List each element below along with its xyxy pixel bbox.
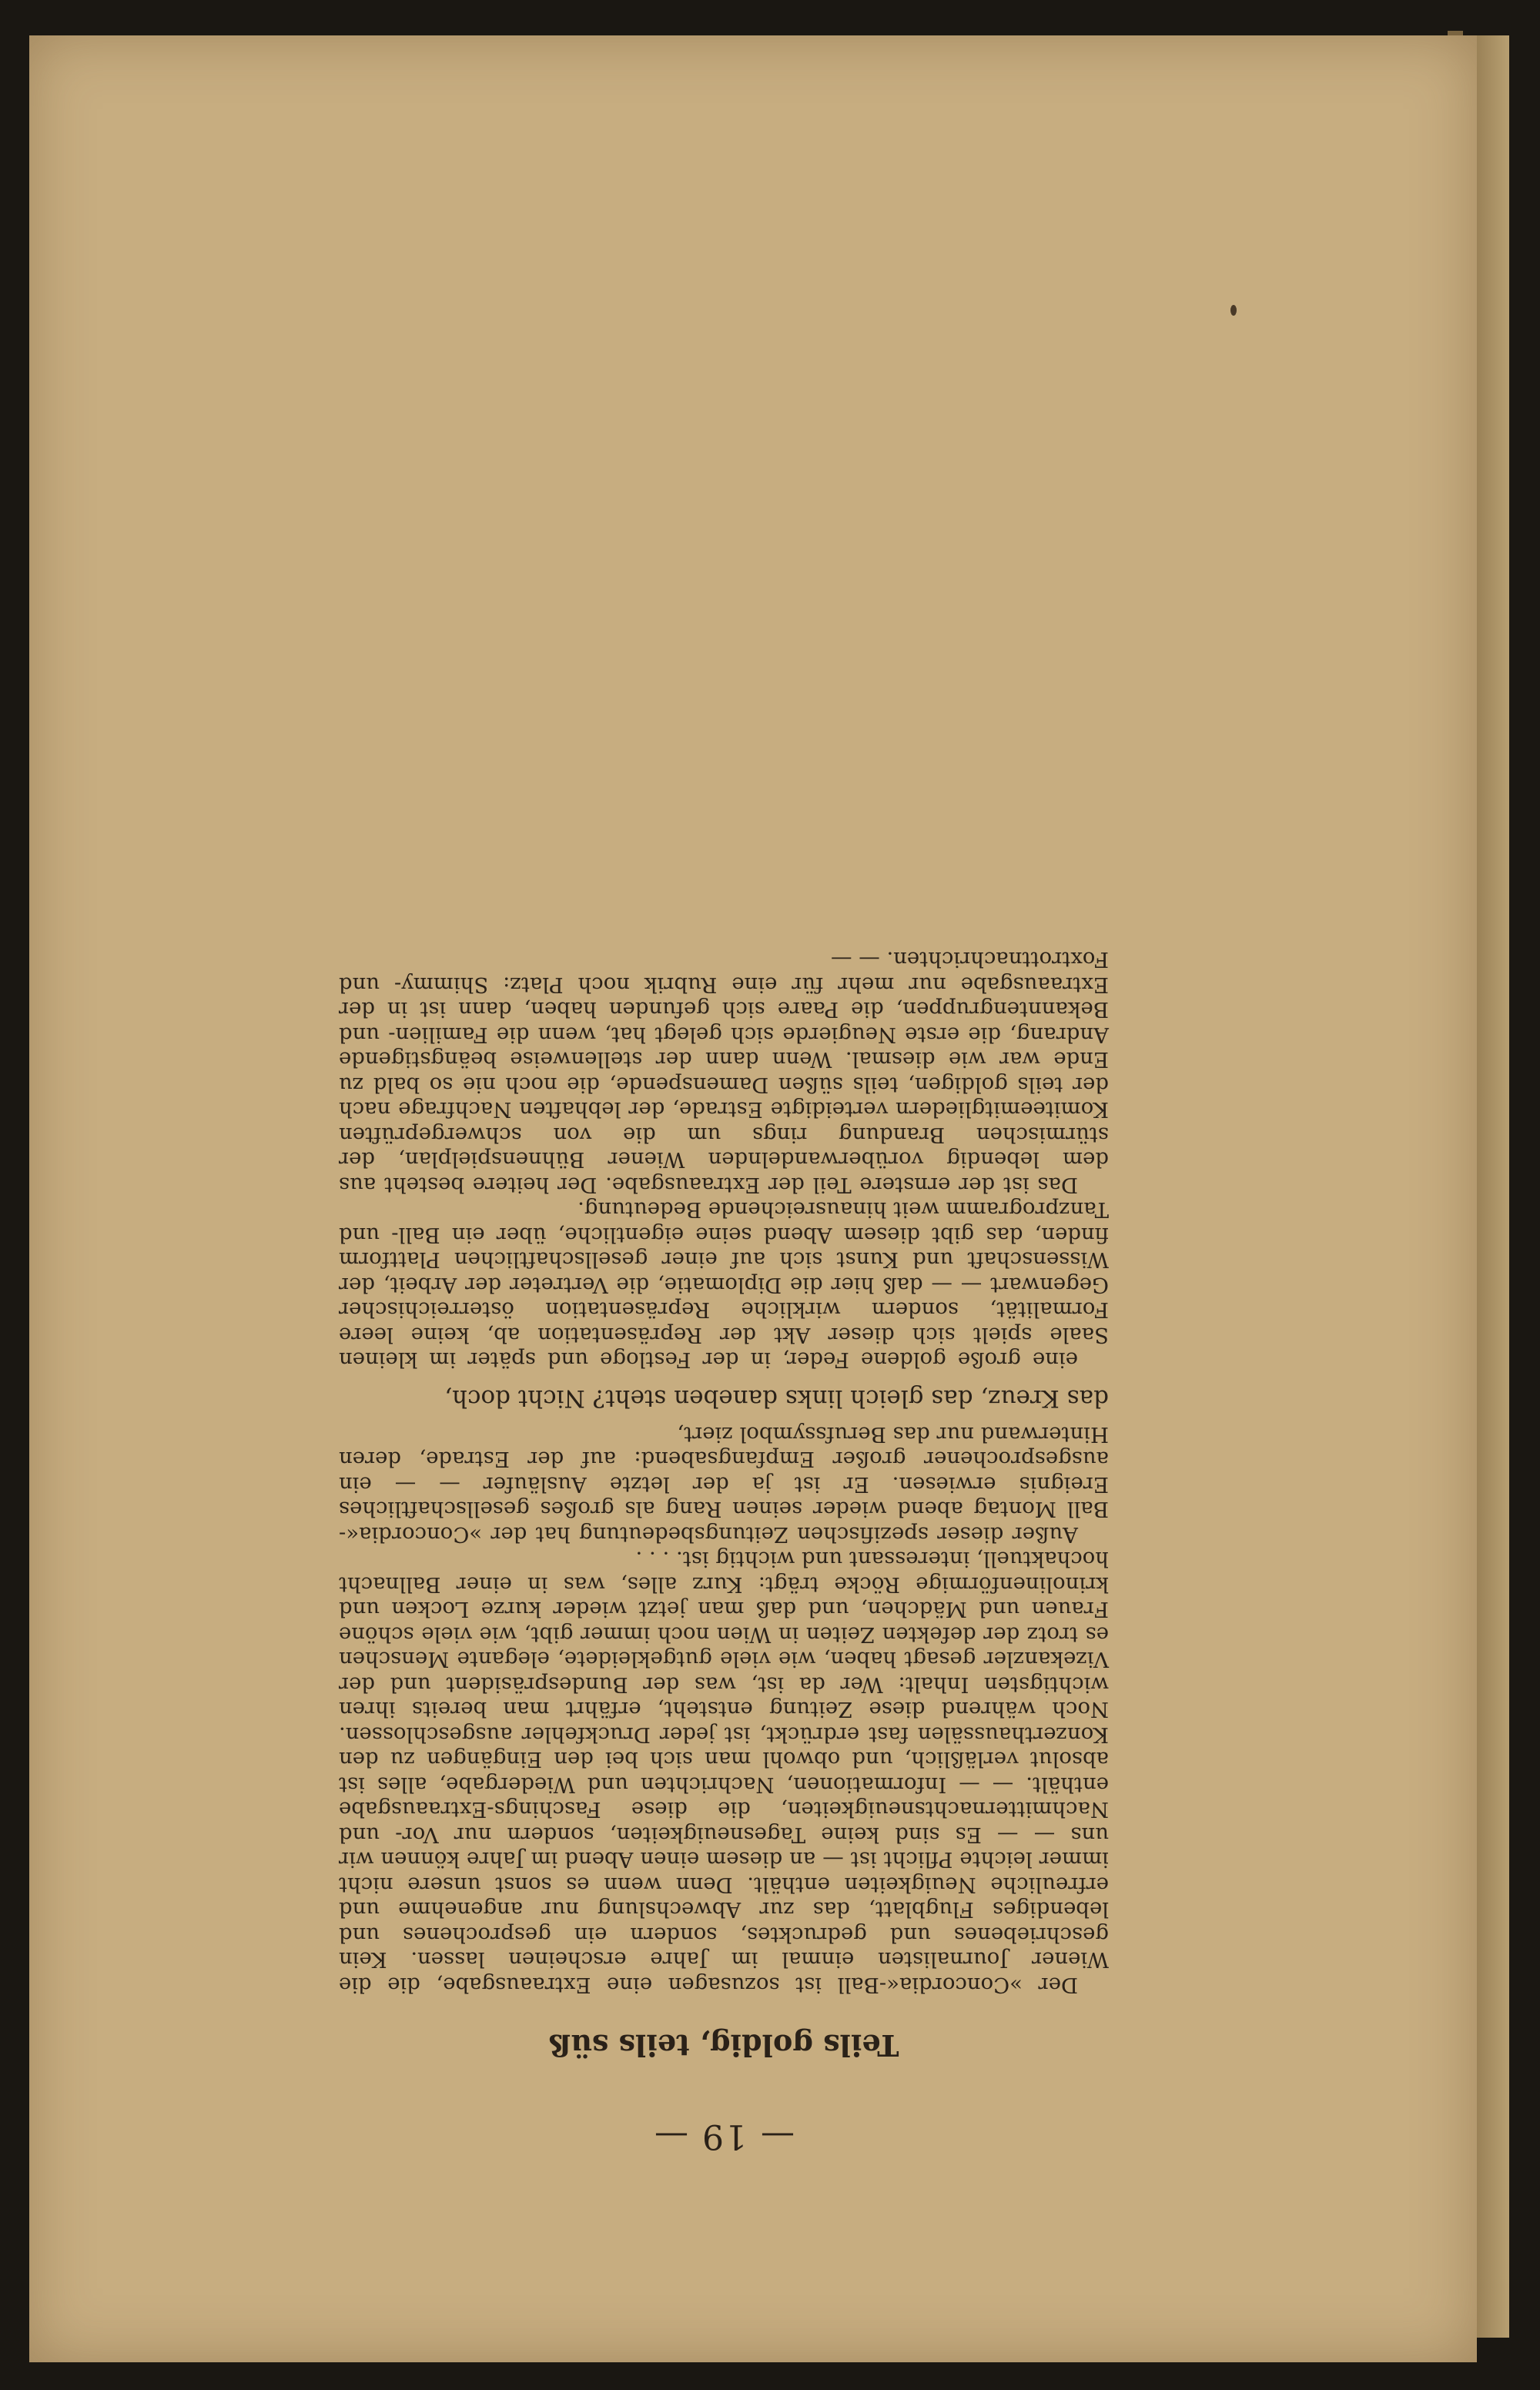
chapter-title: Teils goldig, teils süß	[548, 2028, 899, 2063]
paragraph-3-large: das Kreuz, das gleich links daneben steht? Nicht doch,	[444, 1384, 1109, 1413]
rotated-page-content	[339, 385, 1109, 2156]
paragraph-1: Der »Concordia«-Ball ist sozusagen eine Extraausgabe, die die Wiener Journalisten einmal im Jahre erscheinen lassen. Kein geschriebenes und gedrucktes, sondern ein gesprochenes und lebendiges Flugblatt, das zur Abwechslung nur angenehme und erfreuliche Neuigkeiten enthält. Denn wenn es sonst unsere nicht immer leichte Pflicht ist — an diesem einen Abend im Jahre können wir uns — — Es sind keine Tagesneuigkeiten, sondern nur Vor- und Nachmitternachtsneuigkeiten, die diese Faschings-Extraausgabe enthält. — — Informationen, Nachrichten und Wiedergabe, alles ist absolut verläßlich, und obwohl man sich bei den Eingängen zu den Konzerthaussälen fast erdrückt, ist jeder Druckfehler ausgeschlossen. Noch während diese Zeitung entsteht, erfährt man bereits ihren wichtigsten Inhalt: Wer da ist, was der Bundespräsident und der Vizekanzler gesagt haben, wie viele gutgekleidete, elegante Menschen es trotz der defekten Zeiten in Wien noch immer gibt, wie viele schöne Frauen und Mädchen, und daß man jetzt wieder kurze Locken und krinolinenförmige Röcke trägt: Kurz alles, was in einer Ballnacht hochaktuell, interessant und wichtig ist. . . .	[339, 1547, 1109, 1997]
paragraph-2: Außer dieser spezifischen Zeitungsbedeutung hat der »Concordia«-Ball Montag abend wieder seinen Rang als großes gesellschaftliches Ereignis erwiesen. Er ist ja der letzte Ausläufer — — ein ausgesprochener großer Empfangsabend: auf der Estrade, deren Hinterwand nur das Berufssymbol ziert,	[339, 1422, 1109, 1547]
paragraph-5: Das ist der ernstere Teil der Extraausgabe. Der heitere besteht aus dem lebendig vorüberwandelnden Wiener Bühnenspielplan, der stürmischen Brandung rings um die von schwergeprüften Komiteemitgliedern verteidigte Estrade, der lebhaften Nachfrage nach der teils goldigen, teils süßen Damenspende, die noch nie so bald zu Ende war wie diesmal. Wenn dann der stellenweise beängstigende Andrang, die erste Neugierde sich gelegt hat, wenn die Familien- und Bekanntengruppen, die Paare sich gefunden haben, dann ist in der Extraausgabe nur mehr für eine Rubrik noch Platz: Shimmy- und Foxtrottnachrichten. — —	[339, 947, 1109, 1197]
page-number: — 19 —	[653, 2117, 795, 2156]
ink-speck	[1230, 305, 1237, 316]
paragraph-4: eine große goldene Feder, in der Festloge und später im kleinen Saale spielt sich dieser Akt der Repräsentation ab, keine leere Formalität, sondern wirkliche Repräsentation österreichischer Gegenwart — — daß hier die Diplomatie, die Vertreter der Arbeit, der Wissenschaft und Kunst sich auf einer gesellschaftlichen Plattform finden, das gibt diesem Abend seine eigentliche, über ein Ball- und Tanzprogramm weit hinausreichende Bedeutung.	[339, 1197, 1109, 1373]
